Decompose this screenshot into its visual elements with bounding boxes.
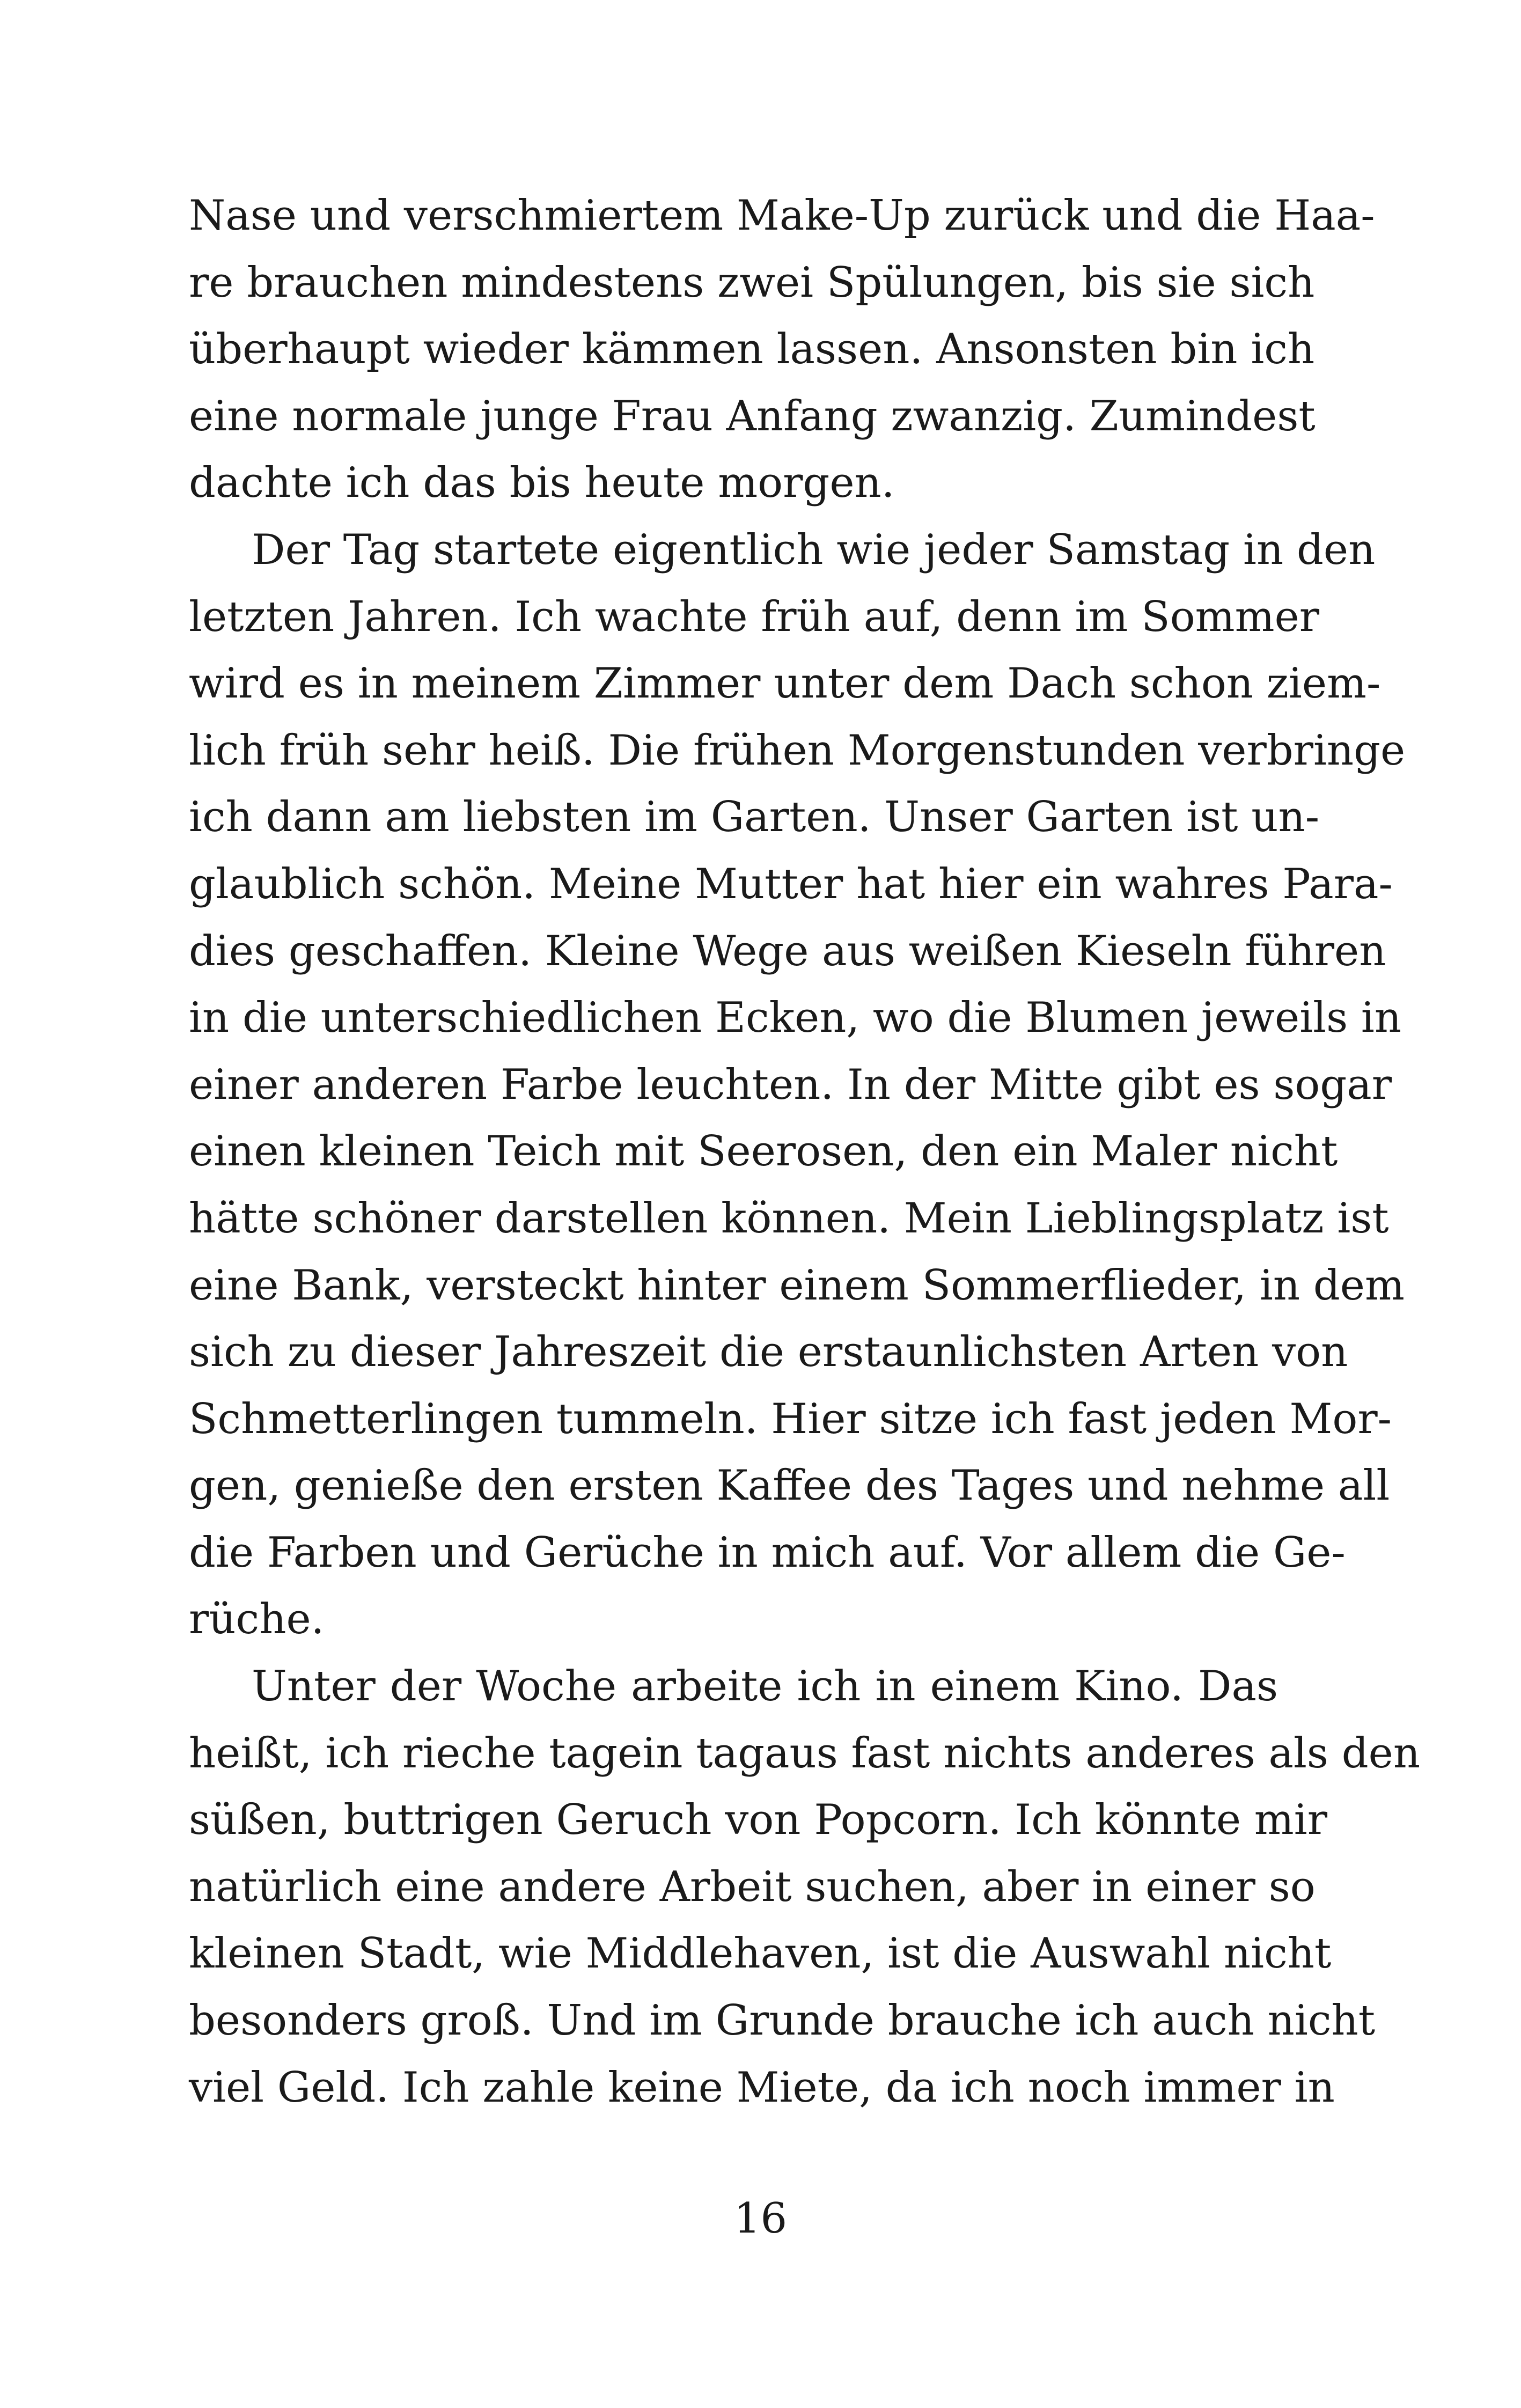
text-line: Nase und verschmiertem Make-Up zurück und die Haa- [189, 192, 1375, 240]
text-line: glaublich schön. Meine Mutter hat hier ein wahres Para- [189, 860, 1393, 908]
text-line: die Farben und Gerüche in mich auf. Vor allem die Ge- [189, 1528, 1346, 1577]
text-line: überhaupt wieder kämmen lassen. Ansonsten bin ich [189, 325, 1315, 374]
text-line: Schmetterlingen tummeln. Hier sitze ich fast jeden Mor- [189, 1394, 1392, 1443]
text-line: besonders groß. Und im Grunde brauche ich auch nicht [189, 1996, 1376, 2045]
text-line: dies geschaffen. Kleine Wege aus weißen Kieseln führen [189, 927, 1386, 975]
page-number: 16 [733, 2194, 788, 2243]
text-line: Der Tag startete eigentlich wie jeder Samstag in den [252, 525, 1376, 574]
text-line: rüche. [189, 1595, 325, 1644]
text-line: ich dann am liebsten im Garten. Unser Garten ist un- [189, 793, 1320, 842]
text-line: re brauchen mindestens zwei Spülungen, bis sie sich [189, 258, 1315, 307]
text-line: gen, genieße den ersten Kaffee des Tages und nehme all [189, 1462, 1390, 1510]
text-line: eine Bank, versteckt hinter einem Sommerflieder, in dem [189, 1261, 1405, 1310]
text-line: sich zu dieser Jahreszeit die erstaunlichsten Arten von [189, 1328, 1348, 1377]
text-line: dachte ich das bis heute morgen. [189, 459, 895, 508]
text-line: heißt, ich rieche tagein tagaus fast nichts anderes als den [189, 1729, 1421, 1778]
text-line: wird es in meinem Zimmer unter dem Dach schon ziem- [189, 659, 1381, 708]
paragraph [189, 182, 1375, 517]
text-line: süßen, buttrigen Geruch von Popcorn. Ich könnte mir [189, 1796, 1327, 1845]
paragraph [189, 517, 1406, 1653]
text-line: einer anderen Farbe leuchten. In der Mitte gibt es sogar [189, 1060, 1392, 1109]
text-line: letzten Jahren. Ich wachte früh auf, denn im Sommer [189, 592, 1320, 641]
text-line: Unter der Woche arbeite ich in einem Kino. Das [252, 1662, 1278, 1711]
text-line: lich früh sehr heiß. Die frühen Morgenstunden verbringe [189, 726, 1406, 775]
text-line: in die unterschiedlichen Ecken, wo die Blumen jeweils in [189, 994, 1402, 1043]
text-line: viel Geld. Ich zahle keine Miete, da ich noch immer in [189, 2063, 1335, 2112]
body-text [189, 182, 1421, 2121]
text-line: natürlich eine andere Arbeit suchen, aber in einer so [189, 1862, 1316, 1911]
text-line: eine normale junge Frau Anfang zwanzig. Zumindest [189, 392, 1316, 441]
paragraph [189, 1653, 1421, 2121]
text-line: kleinen Stadt, wie Middlehaven, ist die Auswahl nicht [189, 1929, 1332, 1978]
text-line: hätte schöner darstellen können. Mein Lieblingsplatz ist [189, 1194, 1389, 1243]
text-line: einen kleinen Teich mit Seerosen, den ein Maler nicht [189, 1127, 1338, 1176]
